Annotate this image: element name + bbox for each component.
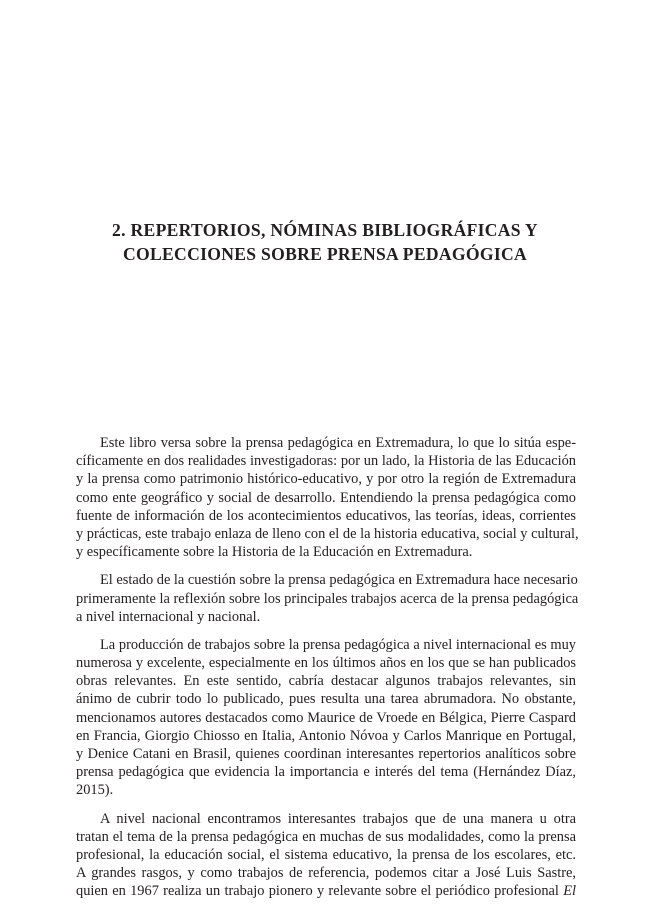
text-line: obras relevantes. En este sentido, cabría destacar algunos trabajos relevantes, sin	[76, 673, 576, 690]
text-line: cíficamente en dos realidades investigadoras: por un lado, la Historia de las Educación	[76, 453, 576, 470]
paragraph-4	[76, 810, 576, 901]
text-line-final	[76, 882, 576, 900]
text-line: en Francia, Giorgio Chiosso en Italia, Antonio Nóvoa y Carlos Manrique en Portugal,	[76, 727, 576, 744]
text-line: El estado de la cuestión sobre la prensa pedagógica en Extremadura hace necesario	[100, 572, 578, 589]
paragraph-2	[76, 571, 579, 626]
text-line-final-roman: quien en 1967 realiza un trabajo pionero y relevante sobre el periódico profesional	[76, 883, 559, 900]
chapter-heading	[60, 218, 590, 266]
text-line: y la prensa como patrimonio histórico-educativo, y por otro la región de Extremadura	[76, 471, 576, 488]
paragraph-3	[76, 636, 576, 800]
text-line: A grandes rasgos, y como trabajos de referencia, podemos citar a José Luis Sastre,	[76, 865, 576, 882]
text-line: La producción de trabajos sobre la prensa pedagógica a nivel internacional es muy	[100, 636, 576, 653]
text-line: Este libro versa sobre la prensa pedagógica en Extremadura, lo que lo sitúa espe-	[100, 435, 576, 451]
text-line: tratan el tema de la prensa pedagógica en muchas de sus modalidades, como la prensa	[76, 828, 576, 845]
text-line: como ente geográfico y social de desarrollo. Entendiendo la prensa pedagógica como	[76, 489, 576, 506]
text-line: prensa pedagógica que evidencia la importancia e interés del tema (Hernández Díaz,	[76, 764, 576, 781]
text-line: 2015).	[76, 782, 114, 799]
italic-title-start: El	[563, 883, 576, 900]
text-line: fuente de información de los acontecimientos educativos, las teorías, ideas, corrientes	[76, 507, 576, 524]
paragraph-1	[76, 434, 579, 561]
text-line: numerosa y excelente, especialmente en los últimos años en los que se han publicados	[76, 655, 576, 672]
text-line: ánimo de cubrir todo lo publicado, pues resulta una tarea abrumadora. No obstante,	[76, 691, 576, 708]
chapter-heading-line-1: 2. REPERTORIOS, NÓMINAS BIBLIOGRÁFICAS Y	[112, 220, 538, 240]
text-line: y específicamente sobre la Historia de la Educación en Extremadura.	[76, 544, 473, 561]
text-line: mencionamos autores destacados como Maurice de Vroede en Bélgica, Pierre Caspard	[76, 709, 576, 726]
text-line: a nivel internacional y nacional.	[76, 608, 261, 625]
chapter-heading-line-2: COLECCIONES SOBRE PRENSA PEDAGÓGICA	[123, 244, 527, 264]
body-text	[76, 434, 579, 911]
text-line: A nivel nacional encontramos interesantes trabajos que de una manera u otra	[100, 810, 576, 827]
text-line: y prácticas, este trabajo enlaza de lleno con el de la historia educativa, social y cultural,	[76, 525, 579, 542]
text-line: y Denice Catani en Brasil, quienes coordinan interesantes repertorios analíticos sobre	[76, 746, 576, 762]
text-line: profesional, la educación social, el sistema educativo, la prensa de los escolares, etc.	[76, 846, 576, 863]
text-line: primeramente la reflexión sobre los principales trabajos acerca de la prensa pedagógica	[76, 590, 579, 607]
